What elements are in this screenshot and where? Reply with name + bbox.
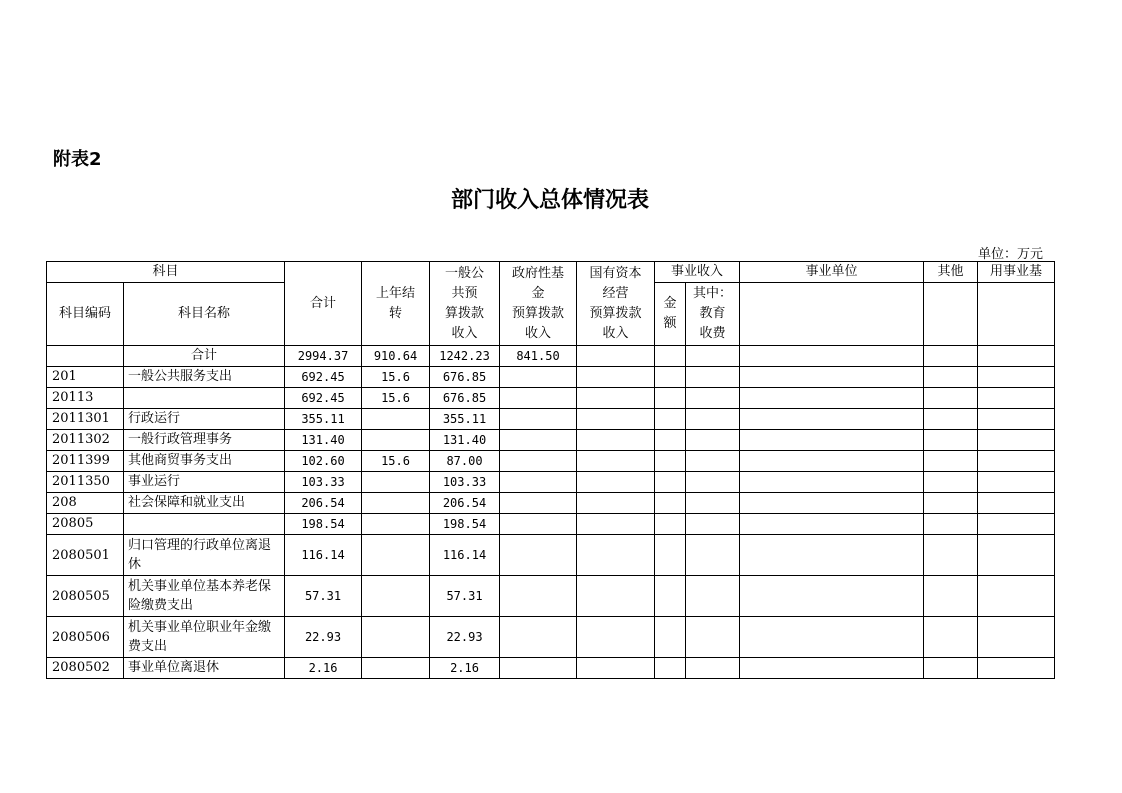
cell-business-unit xyxy=(740,535,924,576)
cell-business-unit xyxy=(740,367,924,388)
cell-total: 2.16 xyxy=(285,658,362,679)
header-other: 其他 xyxy=(924,262,978,283)
header-govfund-line: 政府性基 xyxy=(512,265,565,281)
cell-total: 355.11 xyxy=(285,409,362,430)
cell-education-fee xyxy=(686,388,740,409)
cell-other xyxy=(924,658,978,679)
cell-general-budget: 676.85 xyxy=(430,367,500,388)
cell-general-budget: 131.40 xyxy=(430,430,500,451)
cell-gov-fund xyxy=(500,493,577,514)
header-general-line: 算拨款 xyxy=(445,305,485,321)
cell-business-amount xyxy=(655,576,686,617)
cell-name: 合计 xyxy=(124,346,285,367)
cell-business-unit xyxy=(740,658,924,679)
cell-business-amount xyxy=(655,493,686,514)
header-capital-line: 收入 xyxy=(602,325,629,341)
cell-name: 机关事业单位职业年金缴费支出 xyxy=(124,617,285,658)
cell-total: 692.45 xyxy=(285,367,362,388)
cell-business-unit xyxy=(740,617,924,658)
cell-education-fee xyxy=(686,514,740,535)
cell-business-unit xyxy=(740,576,924,617)
cell-total: 57.31 xyxy=(285,576,362,617)
cell-gov-fund xyxy=(500,451,577,472)
cell-other xyxy=(924,493,978,514)
cell-use-business-fund xyxy=(978,346,1055,367)
cell-state-capital xyxy=(577,367,655,388)
cell-gov-fund: 841.50 xyxy=(500,346,577,367)
cell-code: 2011350 xyxy=(47,472,124,493)
header-govfund-line: 金 xyxy=(531,285,545,301)
table-row xyxy=(47,346,1055,367)
table-row xyxy=(47,493,1055,514)
cell-general-budget: 116.14 xyxy=(430,535,500,576)
cell-total: 206.54 xyxy=(285,493,362,514)
header-govfund-line: 预算拨款 xyxy=(512,305,565,321)
table-row xyxy=(47,388,1055,409)
cell-use-business-fund xyxy=(978,367,1055,388)
cell-other xyxy=(924,617,978,658)
cell-carryover xyxy=(362,617,430,658)
cell-education-fee xyxy=(686,493,740,514)
cell-state-capital xyxy=(577,658,655,679)
page-title: 部门收入总体情况表 xyxy=(450,187,649,213)
cell-total: 102.60 xyxy=(285,451,362,472)
header-carryover-line: 上年结 xyxy=(376,285,416,301)
cell-business-unit xyxy=(740,493,924,514)
header-amount xyxy=(655,283,686,346)
cell-other xyxy=(924,451,978,472)
cell-other xyxy=(924,576,978,617)
header-edu-line: 收费 xyxy=(699,326,726,341)
cell-name: 归口管理的行政单位离退休 xyxy=(124,535,285,576)
header-general-budget xyxy=(430,262,500,346)
header-edu-line: 其中： xyxy=(693,286,733,301)
cell-use-business-fund xyxy=(978,472,1055,493)
header-gov-fund xyxy=(500,262,577,346)
cell-business-amount xyxy=(655,514,686,535)
cell-use-business-fund xyxy=(978,514,1055,535)
table-row xyxy=(47,535,1055,576)
cell-business-unit xyxy=(740,388,924,409)
cell-gov-fund xyxy=(500,514,577,535)
cell-carryover xyxy=(362,430,430,451)
header-business-unit-body xyxy=(740,283,924,346)
cell-name: 一般公共服务支出 xyxy=(124,367,285,388)
cell-business-amount xyxy=(655,451,686,472)
cell-carryover xyxy=(362,535,430,576)
cell-other xyxy=(924,472,978,493)
cell-code: 208 xyxy=(47,493,124,514)
table-row xyxy=(47,576,1055,617)
header-business-income: 事业收入 xyxy=(655,262,740,283)
cell-state-capital xyxy=(577,346,655,367)
cell-general-budget: 2.16 xyxy=(430,658,500,679)
cell-other xyxy=(924,535,978,576)
cell-education-fee xyxy=(686,451,740,472)
cell-name xyxy=(124,388,285,409)
cell-business-unit xyxy=(740,430,924,451)
cell-state-capital xyxy=(577,430,655,451)
header-carryover xyxy=(362,262,430,346)
table-row xyxy=(47,658,1055,679)
cell-gov-fund xyxy=(500,388,577,409)
header-amount-line: 额 xyxy=(663,316,677,331)
header-subject-code: 科目编码 xyxy=(47,283,124,346)
header-other-body xyxy=(924,283,978,346)
cell-name: 机关事业单位基本养老保险缴费支出 xyxy=(124,576,285,617)
cell-business-amount xyxy=(655,388,686,409)
cell-use-business-fund xyxy=(978,493,1055,514)
cell-state-capital xyxy=(577,576,655,617)
cell-state-capital xyxy=(577,535,655,576)
cell-gov-fund xyxy=(500,409,577,430)
cell-business-amount xyxy=(655,617,686,658)
cell-carryover: 15.6 xyxy=(362,388,430,409)
cell-business-amount xyxy=(655,367,686,388)
cell-general-budget: 1242.23 xyxy=(430,346,500,367)
cell-use-business-fund xyxy=(978,658,1055,679)
table-row xyxy=(47,367,1055,388)
cell-code: 2080501 xyxy=(47,535,124,576)
cell-use-business-fund xyxy=(978,409,1055,430)
cell-business-unit xyxy=(740,472,924,493)
cell-carryover xyxy=(362,472,430,493)
cell-state-capital xyxy=(577,514,655,535)
attachment-label: 附表2 xyxy=(53,149,102,170)
cell-total: 22.93 xyxy=(285,617,362,658)
cell-state-capital xyxy=(577,493,655,514)
cell-code: 2011302 xyxy=(47,430,124,451)
cell-state-capital xyxy=(577,472,655,493)
cell-gov-fund xyxy=(500,472,577,493)
cell-name: 一般行政管理事务 xyxy=(124,430,285,451)
cell-name: 社会保障和就业支出 xyxy=(124,493,285,514)
cell-code: 201 xyxy=(47,367,124,388)
cell-business-amount xyxy=(655,430,686,451)
cell-business-unit xyxy=(740,514,924,535)
header-govfund-line: 收入 xyxy=(525,325,552,341)
cell-business-unit xyxy=(740,451,924,472)
table-row xyxy=(47,472,1055,493)
cell-name: 事业单位离退休 xyxy=(124,658,285,679)
cell-carryover xyxy=(362,576,430,617)
header-general-line: 一般公 xyxy=(445,265,485,281)
table-row xyxy=(47,409,1055,430)
cell-other xyxy=(924,367,978,388)
header-state-capital xyxy=(577,262,655,346)
cell-name: 事业运行 xyxy=(124,472,285,493)
cell-state-capital xyxy=(577,388,655,409)
cell-education-fee xyxy=(686,576,740,617)
cell-gov-fund xyxy=(500,576,577,617)
cell-use-business-fund xyxy=(978,430,1055,451)
cell-use-business-fund xyxy=(978,617,1055,658)
cell-total: 103.33 xyxy=(285,472,362,493)
header-general-line: 收入 xyxy=(451,325,478,341)
cell-other xyxy=(924,409,978,430)
header-carryover-line: 转 xyxy=(389,305,403,321)
cell-gov-fund xyxy=(500,658,577,679)
cell-name xyxy=(124,514,285,535)
cell-other xyxy=(924,430,978,451)
cell-code: 20805 xyxy=(47,514,124,535)
cell-state-capital xyxy=(577,409,655,430)
cell-business-amount xyxy=(655,472,686,493)
cell-education-fee xyxy=(686,617,740,658)
cell-use-business-fund xyxy=(978,576,1055,617)
cell-business-amount xyxy=(655,658,686,679)
cell-code: 2080506 xyxy=(47,617,124,658)
cell-business-unit xyxy=(740,409,924,430)
cell-business-unit xyxy=(740,346,924,367)
cell-general-budget: 22.93 xyxy=(430,617,500,658)
cell-use-business-fund xyxy=(978,535,1055,576)
cell-general-budget: 198.54 xyxy=(430,514,500,535)
cell-state-capital xyxy=(577,451,655,472)
header-capital-line: 预算拨款 xyxy=(589,305,642,321)
cell-carryover xyxy=(362,409,430,430)
cell-general-budget: 57.31 xyxy=(430,576,500,617)
cell-business-amount xyxy=(655,346,686,367)
cell-general-budget: 676.85 xyxy=(430,388,500,409)
cell-gov-fund xyxy=(500,367,577,388)
cell-carryover: 15.6 xyxy=(362,367,430,388)
header-capital-line: 国有资本 xyxy=(589,265,642,281)
cell-state-capital xyxy=(577,617,655,658)
cell-education-fee xyxy=(686,535,740,576)
cell-total: 692.45 xyxy=(285,388,362,409)
cell-total: 2994.37 xyxy=(285,346,362,367)
cell-business-amount xyxy=(655,535,686,576)
cell-use-business-fund xyxy=(978,451,1055,472)
income-table xyxy=(46,261,1055,679)
cell-code: 2011399 xyxy=(47,451,124,472)
cell-gov-fund xyxy=(500,535,577,576)
cell-other xyxy=(924,346,978,367)
cell-code: 20113 xyxy=(47,388,124,409)
header-amount-line: 金 xyxy=(663,296,677,311)
cell-education-fee xyxy=(686,472,740,493)
header-use-business-fund: 用事业基 xyxy=(978,262,1055,283)
cell-carryover xyxy=(362,658,430,679)
cell-code xyxy=(47,346,124,367)
cell-gov-fund xyxy=(500,430,577,451)
header-total: 合计 xyxy=(285,262,362,346)
header-education-fee xyxy=(686,283,740,346)
table-row xyxy=(47,451,1055,472)
cell-code: 2080502 xyxy=(47,658,124,679)
table-row xyxy=(47,617,1055,658)
cell-education-fee xyxy=(686,430,740,451)
cell-carryover xyxy=(362,493,430,514)
cell-business-amount xyxy=(655,409,686,430)
cell-carryover: 910.64 xyxy=(362,346,430,367)
cell-education-fee xyxy=(686,409,740,430)
cell-name: 行政运行 xyxy=(124,409,285,430)
cell-total: 131.40 xyxy=(285,430,362,451)
cell-education-fee xyxy=(686,346,740,367)
cell-use-business-fund xyxy=(978,388,1055,409)
cell-carryover: 15.6 xyxy=(362,451,430,472)
header-subject-name: 科目名称 xyxy=(124,283,285,346)
cell-general-budget: 355.11 xyxy=(430,409,500,430)
cell-code: 2011301 xyxy=(47,409,124,430)
table-row xyxy=(47,514,1055,535)
header-business-unit: 事业单位 xyxy=(740,262,924,283)
cell-general-budget: 87.00 xyxy=(430,451,500,472)
cell-education-fee xyxy=(686,658,740,679)
cell-name: 其他商贸事务支出 xyxy=(124,451,285,472)
cell-general-budget: 206.54 xyxy=(430,493,500,514)
cell-other xyxy=(924,388,978,409)
cell-gov-fund xyxy=(500,617,577,658)
cell-total: 198.54 xyxy=(285,514,362,535)
header-general-line: 共预 xyxy=(451,285,478,301)
header-use-fund-body xyxy=(978,283,1055,346)
header-capital-line: 经营 xyxy=(602,285,629,301)
table-row xyxy=(47,430,1055,451)
cell-other xyxy=(924,514,978,535)
cell-code: 2080505 xyxy=(47,576,124,617)
header-edu-line: 教育 xyxy=(699,306,726,321)
cell-total: 116.14 xyxy=(285,535,362,576)
cell-carryover xyxy=(362,514,430,535)
header-subject: 科目 xyxy=(47,262,285,283)
unit-label: 单位：万元 xyxy=(977,247,1043,262)
cell-general-budget: 103.33 xyxy=(430,472,500,493)
cell-education-fee xyxy=(686,367,740,388)
